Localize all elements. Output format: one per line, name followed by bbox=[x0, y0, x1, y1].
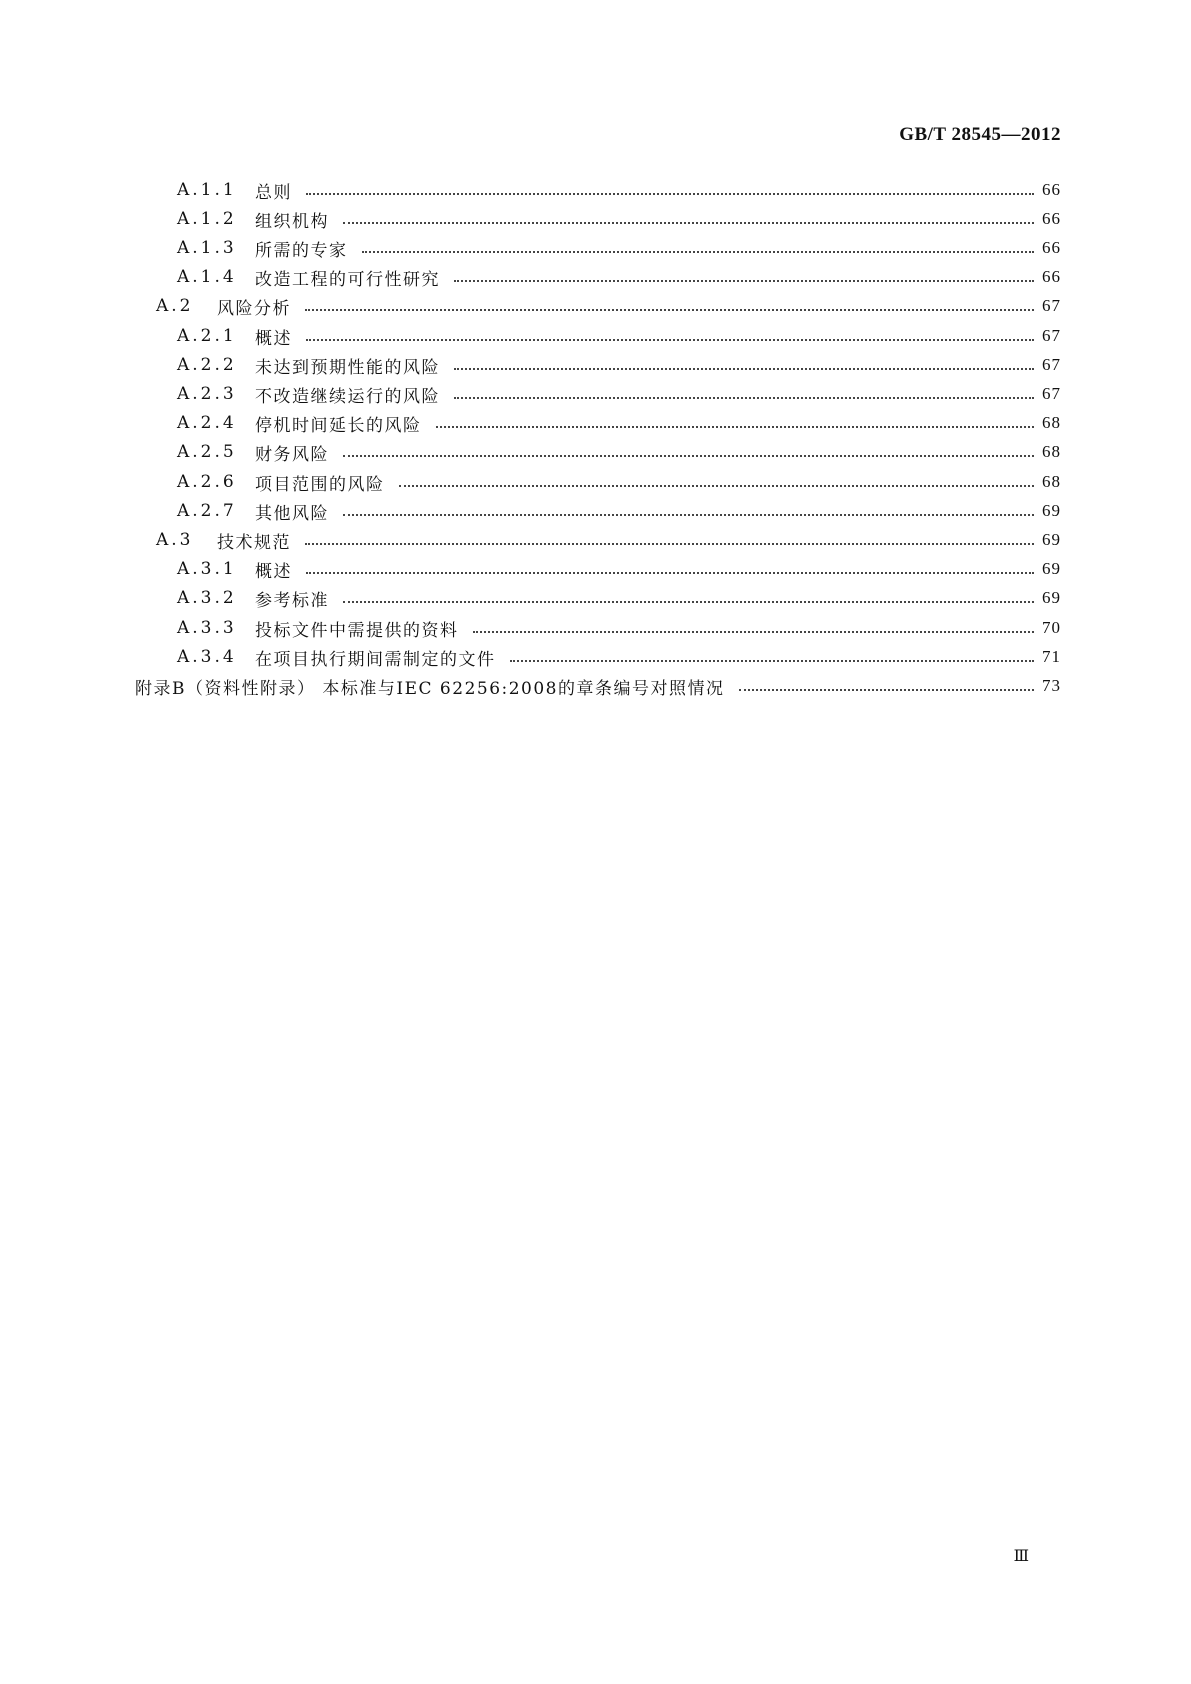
toc-entry-title: 概述 bbox=[255, 561, 292, 582]
toc-entry-page: 66 bbox=[1042, 238, 1061, 257]
table-of-contents bbox=[0, 178, 1191, 738]
toc-entry[interactable] bbox=[177, 499, 1061, 523]
toc-entry[interactable] bbox=[177, 586, 1061, 610]
toc-entry-title: 不改造继续运行的风险 bbox=[255, 386, 440, 407]
toc-entry-title: 总则 bbox=[255, 182, 292, 203]
toc-entry[interactable] bbox=[177, 440, 1061, 464]
toc-entry-appendix-b[interactable] bbox=[135, 674, 1061, 698]
toc-entry-number: A.2.1 bbox=[177, 326, 237, 346]
toc-entry-number: A.1.2 bbox=[177, 209, 237, 229]
toc-entry-page: 67 bbox=[1042, 384, 1061, 403]
toc-leader-dots bbox=[306, 572, 1034, 574]
toc-leader-dots bbox=[305, 543, 1034, 545]
toc-entry-number: A.2.2 bbox=[177, 355, 237, 375]
toc-entry-title: 财务风险 bbox=[255, 444, 329, 465]
toc-entry-number: A.3.3 bbox=[177, 618, 237, 638]
toc-leader-dots bbox=[454, 397, 1034, 399]
toc-leader-dots bbox=[306, 193, 1034, 195]
toc-entry-page: 66 bbox=[1042, 180, 1061, 199]
toc-entry-title: 风险分析 bbox=[217, 298, 291, 319]
toc-leader-dots bbox=[436, 426, 1035, 428]
toc-entry[interactable] bbox=[177, 178, 1061, 202]
toc-entry[interactable] bbox=[156, 294, 1061, 318]
toc-entry-title: 附录B（资料性附录） 本标准与IEC 62256:2008的章条编号对照情况 bbox=[135, 678, 725, 699]
toc-entry-page: 67 bbox=[1042, 326, 1061, 345]
toc-entry-number: A.1.3 bbox=[177, 238, 237, 258]
toc-entry[interactable] bbox=[177, 470, 1061, 494]
toc-entry-page: 68 bbox=[1042, 472, 1061, 491]
toc-leader-dots bbox=[454, 280, 1034, 282]
document-id-header: GB/T 28545—2012 bbox=[899, 124, 1061, 145]
toc-entry-title: 未达到预期性能的风险 bbox=[255, 357, 440, 378]
toc-entry[interactable] bbox=[156, 528, 1061, 552]
toc-entry-title: 所需的专家 bbox=[255, 240, 348, 261]
toc-leader-dots bbox=[739, 689, 1034, 691]
toc-leader-dots bbox=[343, 514, 1034, 516]
toc-entry[interactable] bbox=[177, 411, 1061, 435]
toc-leader-dots bbox=[510, 660, 1035, 662]
toc-entry-page: 69 bbox=[1042, 530, 1061, 549]
toc-entry-page: 69 bbox=[1042, 559, 1061, 578]
toc-entry-page: 69 bbox=[1042, 588, 1061, 607]
toc-entry-number: A.2.5 bbox=[177, 442, 237, 462]
toc-entry-page: 67 bbox=[1042, 355, 1061, 374]
toc-entry-number: A.2 bbox=[156, 296, 194, 316]
toc-entry[interactable] bbox=[177, 645, 1061, 669]
toc-entry-number: A.1.1 bbox=[177, 180, 237, 200]
toc-entry-page: 68 bbox=[1042, 442, 1061, 461]
page-number-footer: Ⅲ bbox=[1013, 1548, 1029, 1565]
toc-leader-dots bbox=[343, 455, 1034, 457]
toc-entry[interactable] bbox=[177, 236, 1061, 260]
toc-entry-title: 参考标准 bbox=[255, 590, 329, 611]
toc-entry-number: A.3 bbox=[156, 530, 194, 550]
toc-leader-dots bbox=[305, 309, 1034, 311]
toc-entry-number: A.2.7 bbox=[177, 501, 237, 521]
toc-entry-title: 项目范围的风险 bbox=[255, 474, 385, 495]
toc-entry-page: 70 bbox=[1042, 618, 1061, 637]
toc-entry-page: 67 bbox=[1042, 296, 1061, 315]
toc-entry-page: 69 bbox=[1042, 501, 1061, 520]
toc-entry-number: A.2.4 bbox=[177, 413, 237, 433]
toc-entry-number: A.3.4 bbox=[177, 647, 237, 667]
toc-entry-title: 概述 bbox=[255, 328, 292, 349]
toc-entry-page: 68 bbox=[1042, 413, 1061, 432]
toc-entry-title: 改造工程的可行性研究 bbox=[255, 269, 440, 290]
toc-leader-dots bbox=[343, 222, 1034, 224]
toc-entry[interactable] bbox=[177, 324, 1061, 348]
toc-leader-dots bbox=[343, 601, 1034, 603]
toc-leader-dots bbox=[362, 251, 1035, 253]
toc-entry-title: 组织机构 bbox=[255, 211, 329, 232]
toc-leader-dots bbox=[473, 631, 1035, 633]
toc-entry-page: 66 bbox=[1042, 267, 1061, 286]
toc-entry-number: A.2.3 bbox=[177, 384, 237, 404]
toc-entry-number: A.3.2 bbox=[177, 588, 237, 608]
toc-entry-page: 71 bbox=[1042, 647, 1061, 666]
toc-entry[interactable] bbox=[177, 207, 1061, 231]
toc-entry-number: A.3.1 bbox=[177, 559, 237, 579]
toc-leader-dots bbox=[306, 339, 1034, 341]
toc-leader-dots bbox=[454, 368, 1034, 370]
toc-entry[interactable] bbox=[177, 382, 1061, 406]
toc-entry-number: A.2.6 bbox=[177, 472, 237, 492]
toc-entry[interactable] bbox=[177, 557, 1061, 581]
toc-entry[interactable] bbox=[177, 265, 1061, 289]
toc-entry-page: 66 bbox=[1042, 209, 1061, 228]
toc-entry-number: A.1.4 bbox=[177, 267, 237, 287]
toc-entry-title: 技术规范 bbox=[217, 532, 291, 553]
toc-entry-title: 其他风险 bbox=[255, 503, 329, 524]
toc-entry[interactable] bbox=[177, 616, 1061, 640]
toc-entry-title: 投标文件中需提供的资料 bbox=[255, 620, 459, 641]
toc-entry[interactable] bbox=[177, 353, 1061, 377]
toc-entry-title: 停机时间延长的风险 bbox=[255, 415, 422, 436]
toc-entry-title: 在项目执行期间需制定的文件 bbox=[255, 649, 496, 670]
toc-leader-dots bbox=[399, 485, 1035, 487]
toc-entry-page: 73 bbox=[1042, 676, 1061, 695]
